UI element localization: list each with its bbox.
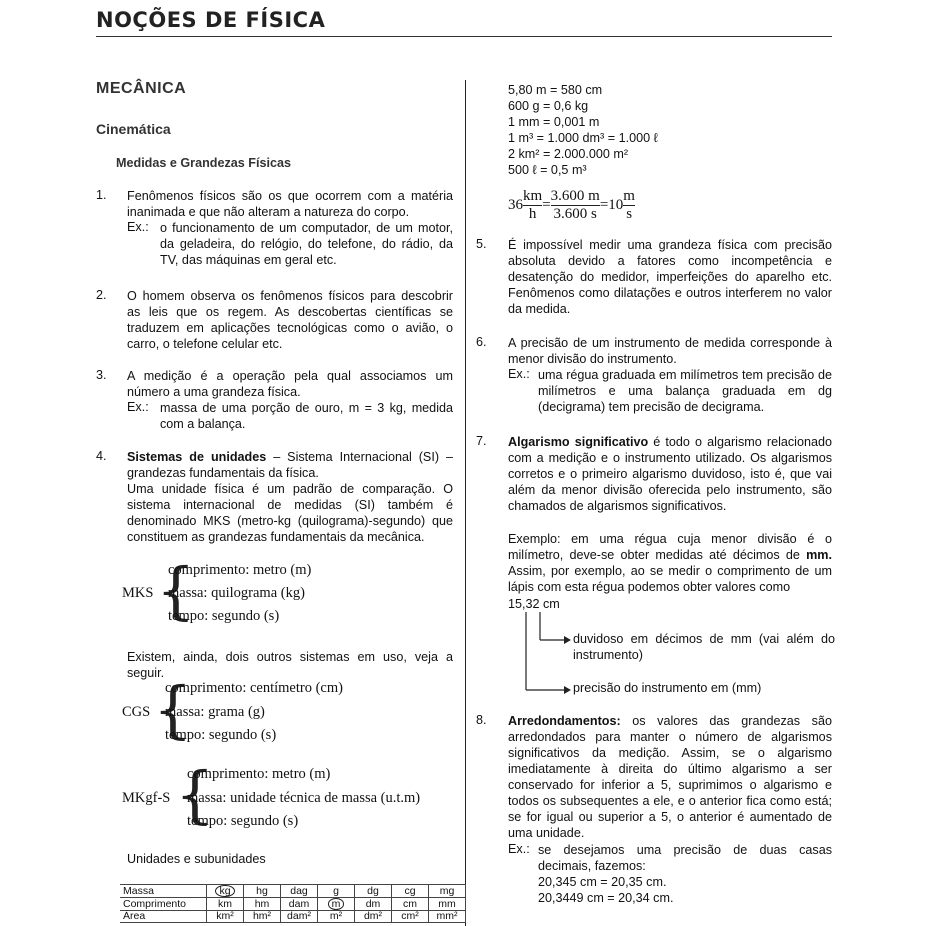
conversion-line: 500 ℓ = 0,5 m³ [508, 163, 587, 177]
example-label: Ex.: [127, 220, 149, 234]
subsubsection-heading: Medidas e Grandezas Físicas [116, 156, 291, 170]
arrow-label-2: precisão do instrumento em (mm) [573, 681, 762, 695]
conversion-line: 2 km² = 2.000.000 m² [508, 147, 629, 161]
mkgfs-line-3: tempo: segundo (s) [187, 813, 299, 829]
cgs-line-2: massa: grama (g) [165, 704, 265, 720]
item-5-text: É impossível medir uma grandeza física com precisão absoluta devido a fatores como incompetência e desatenção do medidor, imperfeições do aparelho etc. Fenômenos como dilatações e outros interferem no valor da medida. [508, 238, 832, 316]
table-cell: hm² [244, 911, 281, 923]
header-rule [96, 36, 832, 37]
mks-label: MKS [122, 585, 154, 601]
brace-icon: { [156, 554, 196, 627]
item-3-text: A medição é a operação pela qual associamos um número a uma grandeza física. [127, 369, 453, 399]
example-label: Ex.: [508, 367, 530, 381]
conversions-list [508, 82, 658, 178]
circled-unit: kg [215, 885, 234, 897]
table-cell: dam² [281, 911, 318, 923]
table-cell: km² [207, 911, 244, 923]
item-4-text2: Uma unidade física é um padrão de comparação. O sistema internacional de medidas (SI) também é denominado MKS (metro-kg (quilograma)-segundo) que constituem as grandezas fundamentais da mecânica. [127, 482, 453, 544]
item-number: 2. [96, 288, 107, 302]
circled-unit: m [328, 898, 345, 910]
item-2-text: O homem observa os fenômenos físicos para descobrir as leis que os regem. As descobertas científicas se traduzem em aplicações tecnológicas como o avião, o carro, o telefone celular etc. [127, 289, 453, 351]
brace-icon: { [153, 673, 193, 746]
section-heading: MECÂNICA [96, 80, 187, 97]
table-cell: mg [429, 885, 466, 898]
example-bold: mm. [806, 548, 832, 562]
item-number: 3. [96, 368, 107, 382]
example-text-2: Assim, por exemplo, ao se medir o comprimento de um lápis com esta régua podemos obter valores como [508, 564, 832, 594]
mks-line-2: massa: quilograma (kg) [168, 585, 305, 601]
table-cell: cm² [392, 911, 429, 923]
arrow-head-icon [564, 686, 571, 694]
conversion-line: 600 g = 0,6 kg [508, 99, 589, 113]
item-number: 6. [476, 335, 487, 349]
item-8-example: se desejamos uma precisão de duas casas decimais, fazemos: [538, 843, 832, 873]
units-title: Unidades e subunidades [127, 852, 266, 866]
arrow-label-1: duvidoso em décimos de mm (vai além do instrumento) [573, 632, 835, 662]
table-cell: cm [392, 898, 429, 911]
measured-value: 15,32 cm [508, 597, 560, 611]
table-cell: hg [244, 885, 281, 898]
example-text: Exemplo: em uma régua cuja menor divisão é o milímetro, deve-se obter medidas até décimos de [508, 532, 832, 562]
formula-fraction [551, 188, 600, 223]
table-cell: dag [281, 885, 318, 898]
item-4-rest: – Sistema Internacional (SI) – grandezas fundamentais da física. [127, 450, 453, 480]
other-systems-text: Existem, ainda, dois outros sistemas em uso, veja a seguir. [127, 650, 453, 680]
table-cell: dm [355, 898, 392, 911]
item-number: 8. [476, 713, 487, 727]
page-title: NOÇÕES DE FÍSICA [96, 8, 326, 32]
formula-equals: = [542, 197, 551, 213]
table-row [120, 898, 466, 911]
conversion-line: 1 m³ = 1.000 dm³ = 1.000 ℓ [508, 131, 658, 145]
table-row-label: Área [120, 911, 207, 923]
table-row-label: Massa [120, 885, 207, 898]
table-cell: cg [392, 885, 429, 898]
item-4-text [127, 449, 453, 481]
cgs-line-3: tempo: segundo (s) [165, 727, 277, 743]
formula-lead: 36 [508, 197, 523, 213]
item-7-bold: Algarismo significativo [508, 435, 649, 449]
fraction-denominator: s [626, 206, 633, 222]
table-row-label: Comprimento [120, 898, 207, 911]
table-cell: mm² [429, 911, 466, 923]
item-number: 7. [476, 434, 487, 448]
example-label: Ex.: [127, 400, 149, 414]
arrow-diagram [520, 612, 572, 698]
item-6-example: uma régua graduada em milímetros tem precisão de milímetros e uma balança graduada em dg (decigrama) tem precisão de decigrama. [538, 368, 832, 414]
subsection-heading: Cinemática [96, 121, 171, 137]
fraction-numerator: m [623, 188, 635, 204]
item-8-rest: os valores das grandezas são arredondados para manter o número de algarismos significativos da medição. Assim, se o algarismo imediatamente à direita do último algarismo a ser conservado for inferior a 5, suprimimos o algarismo e todos os subsequentes a ele, e o anterior fica como está; se for igual ou superior a 5, o anterior é aumentado de uma unidade. [508, 714, 832, 840]
mkgfs-label: MKgf-S [122, 790, 171, 806]
item-8-text [508, 713, 832, 841]
fraction-numerator: km [523, 188, 543, 204]
table-cell: km [207, 898, 244, 911]
table-cell: dg [355, 885, 392, 898]
conversion-line: 5,80 m = 580 cm [508, 83, 603, 97]
table-cell: dm² [355, 911, 392, 923]
item-7-rest: é todo o algarismo relacionado com a medição e o instrumento utilizado. Os algarismos corretos e o primeiro algarismo duvidoso, isto é, que vai além da menor divisão oferecida pelo instrumento, são chamados de algarismos significativos. [508, 435, 832, 513]
item-number: 5. [476, 237, 487, 251]
fraction-numerator: 3.600 m [550, 188, 600, 204]
formula-equals: =10 [599, 197, 624, 213]
table-cell: dam [281, 898, 318, 911]
column-divider [465, 80, 466, 926]
example-label: Ex.: [508, 842, 530, 856]
fraction-denominator: h [528, 206, 537, 222]
mks-line-1: comprimento: metro (m) [168, 562, 312, 578]
item-1-example: o funcionamento de um computador, de um motor, da geladeira, do relógio, do telefone, do rádio, da TV, das máquinas em geral etc. [160, 221, 453, 267]
item-7-example [508, 531, 832, 595]
rounding-example-1: 20,345 cm = 20,35 cm. [538, 875, 667, 889]
brace-icon: { [175, 758, 215, 831]
item-8-bold: Arredondamentos: [508, 714, 621, 728]
table-cell [207, 885, 244, 898]
table-row [120, 911, 466, 923]
mkgfs-line-2: massa: unidade técnica de massa (u.t.m) [187, 790, 421, 806]
item-number: 1. [96, 188, 107, 202]
table-cell [318, 898, 355, 911]
table-cell: g [318, 885, 355, 898]
item-number: 4. [96, 449, 107, 463]
table-cell: hm [244, 898, 281, 911]
table-cell: m² [318, 911, 355, 923]
mkgfs-line-1: comprimento: metro (m) [187, 766, 331, 782]
fraction-denominator: 3.600 s [553, 206, 597, 222]
arrow-head-icon [564, 636, 571, 644]
formula-fraction [523, 188, 542, 223]
speed-formula [508, 188, 635, 223]
units-table [120, 884, 466, 923]
conversion-line: 1 mm = 0,001 m [508, 115, 600, 129]
mks-line-3: tempo: segundo (s) [168, 608, 280, 624]
formula-fraction [623, 188, 635, 223]
item-7-text [508, 434, 832, 514]
item-4-bold: Sistemas de unidades [127, 450, 267, 464]
item-1-text: Fenômenos físicos são os que ocorrem com a matéria inanimada e que não alteram a natureza do corpo. [127, 189, 453, 219]
rounding-example-2: 20,3449 cm = 20,34 cm. [538, 891, 674, 905]
table-row [120, 885, 466, 898]
table-cell: mm [429, 898, 466, 911]
item-3-example: massa de uma porção de ouro, m = 3 kg, medida com a balança. [160, 401, 453, 431]
item-6-text: A precisão de um instrumento de medida corresponde à menor divisão do instrumento. [508, 336, 832, 366]
cgs-line-1: comprimento: centímetro (cm) [165, 680, 343, 696]
cgs-label: CGS [122, 704, 151, 720]
